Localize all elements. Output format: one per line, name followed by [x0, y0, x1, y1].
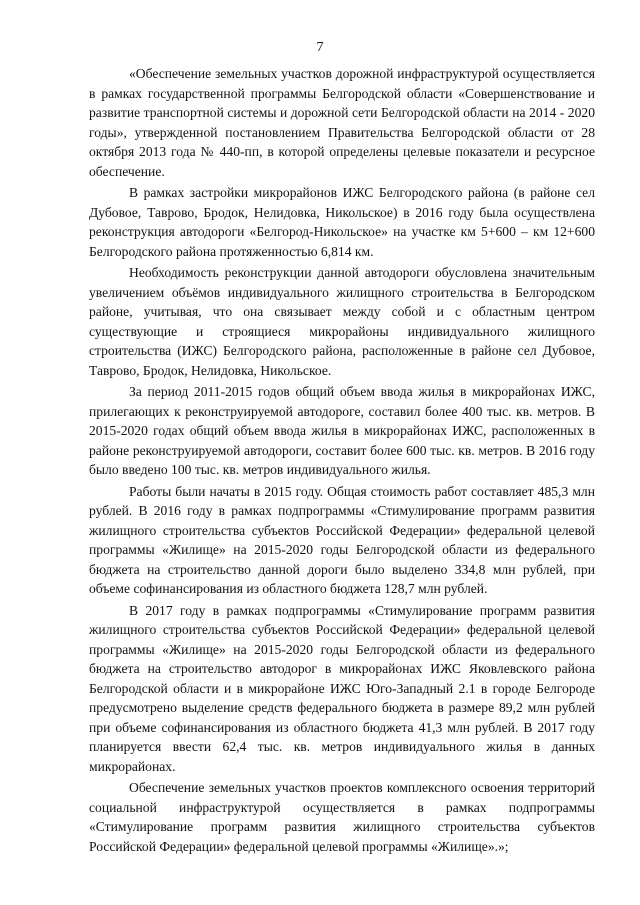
document-body — [89, 64, 595, 856]
paragraph-social-infrastructure: Обеспечение земельных участков проектов комплексного освоения территорий социальной инфраструктурой осуществляется в рамках подпрограммы «Стимулирование программ развития жилищного строительства субъектов Российской Федерации» федеральной целевой программы «Жилище».»; — [89, 780, 595, 854]
paragraph-road-reconstruction: В рамках застройки микрорайонов ИЖС Белгородского района (в районе сел Дубовое, Таврово, Бродок, Нелидовка, Никольское) в 2016 году была осуществлена реконструкция автодороги «Белгород-Никольское» на участке км 5+600 – км 12+600 Белгородского района протяженностью 6,814 км. — [89, 185, 595, 259]
paragraph-necessity: Необходимость реконструкции данной автодороги обусловлена значительным увеличением объёмов индивидуального жилищного строительства в Белгородском районе, учитывая, что она связывает между собой и с областным центром существующие и строящиеся микрорайоны индивидуального жилищного строительства (ИЖС) Белгородского района, расположенные в районе сел Дубовое, Таврово, Бродок, Нелидовка, Никольское. — [89, 265, 595, 378]
paragraph-2017-funding: В 2017 году в рамках подпрограммы «Стимулирование программ развития жилищного строительства субъектов Российской Федерации» федеральной целевой программы «Жилище» на 2015-2020 годы Белгородской области из федерального бюджета на строительство автодорог в микрорайонах ИЖС Яковлевского района Белгородской области и в микрорайоне ИЖС Юго-Западный 2.1 в городе Белгороде предусмотрено выделение средств федерального бюджета в размере 89,2 млн рублей при объеме софинансирования из областного бюджета 41,3 млн рублей. В 2017 году планируется ввести 62,4 тыс. кв. метров индивидуального жилья в данных микрорайонах. — [89, 602, 595, 774]
paragraph-works-cost: Работы были начаты в 2015 году. Общая стоимость работ составляет 485,3 млн рублей. В 2016 году в рамках подпрограммы «Стимулирование программ развития жилищного строительства субъектов Российской Федерации» федеральной целевой программы «Жилище» на 2015-2020 годы Белгородской области из федерального бюджета на строительство данной дороги было выделено 334,8 млн рублей, при объеме софинансирования из областного бюджета 128,7 млн рублей. — [89, 483, 595, 596]
paragraph-land-infrastructure: «Обеспечение земельных участков дорожной инфраструктурой осуществляется в рамках государственной программы Белгородской области «Совершенствование и развитие транспортной системы и дорожной сети Белгородской области на 2014 - 2020 годы», утвержденной постановлением Правительства Белгородской области от 28 октября 2013 года № 440-пп, в которой определены целевые показатели и ресурсное обеспечение. — [89, 66, 595, 179]
page-number: 7 — [316, 40, 324, 55]
paragraph-housing-volume: За период 2011-2015 годов общий объем ввода жилья в микрорайонах ИЖС, прилегающих к реконструируемой автодороге, составил более 400 тыс. кв. метров. В 2015-2020 годах общий объем ввода жилья в микрорайонах ИЖС, расположенных в районе реконструируемой автодороги, составит более 600 тыс. кв. метров. В 2016 году было введено 100 тыс. кв. метров индивидуального жилья. — [89, 384, 595, 477]
